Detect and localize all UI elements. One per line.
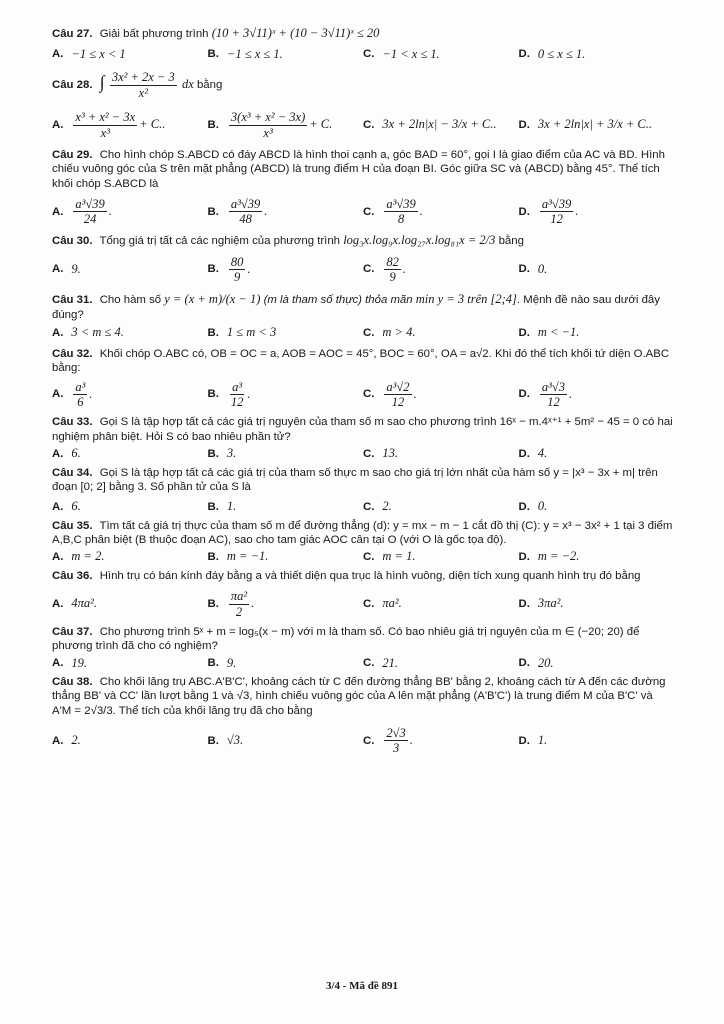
option-a: A. −1 ≤ x < 1 <box>52 46 126 61</box>
question-number: Câu 33. <box>52 416 93 429</box>
question-number: Câu 36. <box>52 569 93 582</box>
question-number: Câu 28. <box>52 79 93 92</box>
option-d: D. 0. <box>518 261 548 276</box>
integrand-fraction: $\frac{\text{3x² + 2x − 3}}{\text{x²}}$ <box>111 70 175 100</box>
question-32: Câu 32. Khối chóp O.ABC có, OB = OC = a, AOB = AOC = 45°, BOC = 60°, OA = a√2. Khi đó thể tích khối tứ diện O.ABC bằng: A. $\frac{\text{a³}}{6}$ . B. $\frac{\text{a³}}{12}$ . C. $\frac{\text{a³√2}}{12}$ . D. $\frac{\text{a³√3}}{12}$ . <box>52 347 674 410</box>
question-text: Cho hình chóp S.ABCD có đáy ABCD là hình thoi cạnh a, góc BAD = 60°, gọi I là giao điểm của AC và BD. Hình chiếu vuông góc của S trên mặt phẳng (ABCD) là trung điểm H của đoạn BI. Góc giữa SC và (ABCD) bằng 45°. Thể tích khối chóp S.ABCD là <box>52 149 665 190</box>
option-c: C. $\frac{\text{a³√2}}{12}$ . <box>363 379 417 409</box>
option-d: D. 20. <box>518 655 554 670</box>
integral-sign: ∫ <box>99 72 105 93</box>
question-number: Câu 34. <box>52 466 93 479</box>
option-b: B. $\frac{\text{a³}}{12}$ . <box>207 379 251 409</box>
option-d: D. 0. <box>518 499 548 513</box>
option-b: B. 1 ≤ m < 3 <box>207 325 277 340</box>
option-b: B. $\frac{\text{3(x³ + x² − 3x)}}{\text{x³}}$ + C. <box>207 110 333 140</box>
option-b: B. −1 ≤ x ≤ 1. <box>207 46 283 61</box>
option-b: B. $\frac{80}{9}$ . <box>207 254 251 284</box>
option-b: B. 1. <box>207 499 237 513</box>
question-number: Câu 30. <box>52 234 93 247</box>
option-b: B. 9. <box>207 655 237 670</box>
option-d: D. 4. <box>518 445 548 460</box>
option-c: C. $\frac{\text{a³√39}}{8}$ . <box>363 196 423 227</box>
question-number: Câu 37. <box>52 626 93 638</box>
option-a: A. $\frac{\text{a³}}{6}$ . <box>52 379 93 409</box>
option-a: A. m = 2. <box>52 549 105 564</box>
option-b: B. $\frac{\text{πa²}}{2}$ . <box>207 589 255 619</box>
option-a: A. $\frac{\text{a³√39}}{24}$ . <box>52 196 112 227</box>
option-c: C. 21. <box>363 655 399 670</box>
question-35: Câu 35. Tìm tất cả giá trị thực của tham số m để đường thẳng (d): y = mx − m − 1 cắt đồ thị (C): y = x³ − 3x² + 1 tại 3 điểm A,B,C phân biệt (B thuộc đoạn AC), sao cho tam giác AOC cân tại O (với O là gốc tọa độ). A. m = 2. B. m = −1. C. m = 1. D. m = −2. <box>52 519 673 564</box>
option-d: D. 0 ≤ x ≤ 1. <box>518 46 586 61</box>
option-b: B. m = −1. <box>207 549 269 564</box>
option-c: C. πa². <box>363 596 402 611</box>
question-36: Câu 36. Hình trụ có bán kính đáy bằng a và thiết diện qua trục là hình vuông, diện tích xung quanh hình trụ đó bằng A. 4πa². B. $\frac{\text{πa²}}{2}$ . C. πa². D. 3πa². <box>52 569 674 619</box>
question-33: Câu 33. Gọi S là tập hợp tất cả các giá trị nguyên của tham số m sao cho phương trình 16ˣ − m.4ˣ⁺¹ + 5m² − 45 = 0 có hai nghiệm phân biệt. Hỏi S có bao nhiêu phần tử? A. 6. B. 3. C. 13. D. 4. <box>52 416 673 460</box>
option-a: A. 2. <box>52 733 81 748</box>
option-a: A. 6. <box>52 445 81 460</box>
question-29 <box>52 148 674 227</box>
option-c: C. $\frac{2√3}{3}$ . <box>363 726 413 756</box>
option-d: D. 1. <box>518 733 548 748</box>
option-d: D. 3πa². <box>518 596 564 611</box>
option-a: A. 19. <box>52 655 88 670</box>
option-c: C. m = 1. <box>363 549 416 564</box>
question-27 <box>52 26 674 62</box>
option-a: A. $\frac{\text{x³ + x² − 3x}}{\text{x³}}$ + C.. <box>52 110 166 140</box>
option-c: C. 13. <box>363 445 399 460</box>
question-34: Câu 34. Gọi S là tập hợp tất cả các giá trị của tham số thực m sao cho giá trị lớn nhất của hàm số y = |x³ − 3x + m| trên đoạn [0; 2] bằng 3. Số phần tử của S là A. 6. B. 1. C. 2. D. 0. <box>52 466 674 515</box>
question-30: Câu 30. Tổng giá trị tất cả các nghiệm của phương trình log₃x.log₉x.log₂₇x.log₈₁x = 2/3 bằng A. 9. B. $\frac{80}{9}$ . C. $\frac{82}{9}$ . D. 0. <box>52 233 674 285</box>
option-c: C. 3x + 2ln|x| − 3/x + C.. <box>363 117 497 132</box>
option-b: B. √3. <box>207 733 244 748</box>
option-b: B. 3. <box>207 445 237 460</box>
option-d: D. $\frac{\text{a³√3}}{12}$ . <box>518 379 573 409</box>
question-31: Câu 31. Cho hàm số y = (x + m)/(x − 1) (m là tham số thực) thỏa mãn min y = 3 trên [2;4]. Mệnh đề nào sau dưới đây đúng? A. 3 < m ≤ 4. B. 1 ≤ m < 3 C. m > 4. D. m < −1. <box>52 292 674 341</box>
question-text: Giải bất phương trình <box>99 28 209 40</box>
question-number: Câu 27. <box>52 28 93 40</box>
question-28: Câu 28. ∫ $\frac{\text{3x² + 2x − 3}}{\text{x²}}$ dx bằng A. $\frac{\text{x³ + x² − 3x}}{\text{x³}}$ + C.. B. $\frac{\text{3(x³ + x² − 3x)}}{\text{x³}}$ + C. C. 3x + 2ln|x| − 3/x + C.. D. 3x + 2ln|x| + 3/x + C.. <box>52 70 674 140</box>
option-c: C. $\frac{82}{9}$ . <box>363 254 407 284</box>
question-number: Câu 38. <box>52 676 93 689</box>
option-d: D. m < −1. <box>518 325 580 340</box>
question-number: Câu 31. <box>52 294 93 307</box>
question-number: Câu 29. <box>52 149 93 161</box>
exam-page <box>52 26 674 762</box>
page-footer: 3/4 - Mã đề 891 <box>325 980 399 992</box>
question-37: Câu 37. Cho phương trình 5ˣ + m = log₅(x − m) với m là tham số. Có bao nhiêu giá trị nguyên của m ∈ (−20; 20) để phương trình đã cho có nghiệm? A. 19. B. 9. C. 21. D. 20. <box>52 625 674 671</box>
option-c: C. m > 4. <box>363 325 416 340</box>
option-a: A. 9. <box>52 261 81 276</box>
question-formula: (10 + 3√11)ˣ + (10 − 3√11)ˣ ≤ 20 <box>211 26 380 40</box>
option-d: D. $\frac{\text{a³√39}}{12}$ . <box>518 196 579 227</box>
option-b: B. $\frac{\text{a³√39}}{48}$ . <box>207 196 268 227</box>
question-38: Câu 38. Cho khối lăng trụ ABC.A'B'C', khoảng cách từ C đến đường thẳng BB' bằng 2, khoảng cách từ A đến các đường thẳng BB' và CC' lần lượt bằng 1 và √3, hình chiếu vuông góc của A lên mặt phẳng (A'B'C') là trung điểm M của B'C' và A'M = 2√3/3. Thể tích của khối lăng trụ đã cho bằng A. 2. B. √3. C. $\frac{2√3}{3}$ . D. 1. <box>52 675 674 756</box>
question-number: Câu 32. <box>52 347 93 360</box>
option-d: D. 3x + 2ln|x| + 3/x + C.. <box>518 117 653 132</box>
question-number: Câu 35. <box>52 519 93 532</box>
option-c: C. −1 < x ≤ 1. <box>363 46 440 61</box>
option-c: C. 2. <box>363 499 392 513</box>
option-a: A. 3 < m ≤ 4. <box>52 325 124 340</box>
option-a: A. 4πa². <box>52 596 98 611</box>
option-d: D. m = −2. <box>518 549 580 564</box>
option-a: A. 6. <box>52 499 81 513</box>
